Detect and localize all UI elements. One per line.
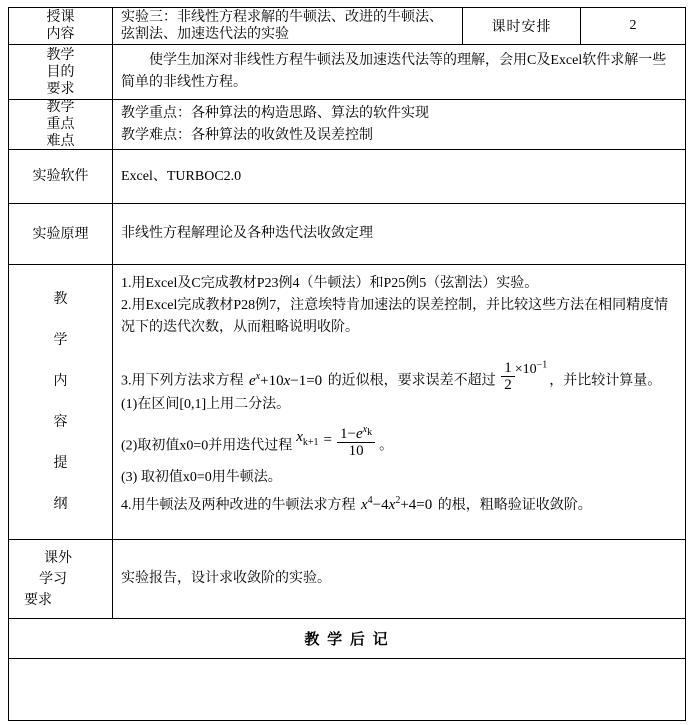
- row-keypoints: [9, 100, 685, 150]
- fraction: [501, 360, 515, 393]
- exponential-equation: [247, 370, 324, 389]
- course-content-label: [9, 8, 113, 44]
- outline-sub-1: (1)在区间[0,1]上用二分法。: [121, 396, 291, 412]
- row-outline: [9, 265, 685, 540]
- principle-cell: [113, 204, 685, 264]
- principle-label: 实验原理: [9, 204, 113, 264]
- label-line: 授课: [46, 10, 75, 25]
- software-cell: [113, 150, 685, 203]
- teaching-focus-text: 教学重点：各种算法的构造思路、算法的软件实现: [121, 105, 429, 121]
- math-term: [362, 423, 373, 438]
- keypoints-label: [9, 100, 113, 149]
- sub2-prefix: (2)取初值x0=0并用迭代过程: [121, 438, 293, 454]
- label-line: 内容: [46, 27, 75, 42]
- lesson-plan-table: [8, 7, 686, 721]
- item3-suffix: ，并比较计算量。: [549, 373, 662, 389]
- label-line: 重点: [46, 117, 75, 132]
- software-label: 实验软件: [9, 150, 113, 203]
- math-term: 4: [367, 494, 373, 506]
- math-term: −1: [536, 359, 548, 370]
- homework-text: 实验报告，设计求收敛阶的实验。: [121, 571, 331, 586]
- teaching-purpose-text: 使学生加深对非线性方程牛顿法及加速迭代法等的理解，会用C及Excel软件求解一些简单的非线性方程。: [121, 53, 667, 90]
- math-term: x: [388, 496, 396, 513]
- item4-suffix: 的根，粗略验证收敛阶。: [434, 497, 592, 513]
- math-term: x: [255, 370, 261, 382]
- outline-label: [9, 265, 113, 539]
- principle-text: 非线性方程解理论及各种迭代法收敛定理: [121, 226, 373, 241]
- row-principle: [9, 204, 685, 265]
- keypoints-cell: [113, 100, 685, 149]
- math-term: x: [361, 496, 368, 513]
- outline-item-4: [121, 489, 677, 518]
- power-of-ten: [514, 359, 548, 377]
- outline-sub-3: (3) 取初值x0=0用牛顿法。: [121, 469, 282, 485]
- equals-sign: =: [323, 432, 333, 449]
- label-line: 教学: [46, 100, 75, 115]
- course-title-cell: [113, 8, 463, 44]
- label-char: 学: [53, 333, 68, 348]
- homework-label: [9, 540, 113, 618]
- label-line: 难点: [46, 134, 75, 149]
- math-term: +10: [260, 372, 284, 389]
- math-term: x: [362, 423, 368, 435]
- item3-mid: 的近似根，要求误差不超过: [324, 373, 500, 389]
- half-times-ten-fraction: [501, 353, 547, 394]
- item3-prefix: 3.用下列方法求方程: [121, 373, 247, 389]
- item4-prefix: 4.用牛顿法及两种改进的牛顿法求方程: [121, 497, 359, 513]
- math-term: 2: [395, 494, 401, 506]
- class-hours-value: 2: [629, 18, 637, 33]
- math-term: 1: [501, 360, 515, 377]
- row-homework: [9, 540, 685, 619]
- outline-item-1: 1.用Excel及C完成教材P23例4（牛顿法）和P25例5（弦割法）实验。: [121, 276, 539, 291]
- row-course-content: [9, 8, 685, 45]
- quartic-equation: [359, 494, 434, 513]
- homework-cell: [113, 540, 685, 618]
- math-term: e: [355, 425, 363, 442]
- outline-item-3: [121, 353, 677, 394]
- fraction-denominator: 10: [348, 442, 364, 459]
- math-term: 1−: [340, 425, 356, 442]
- label-char: 内: [53, 374, 68, 389]
- math-term: x: [296, 429, 303, 446]
- math-term: 2: [504, 376, 512, 393]
- label-line: 要求: [46, 81, 75, 97]
- row-afternote-body: [9, 659, 685, 720]
- math-term: −1=0: [290, 372, 323, 389]
- fraction-numerator: [337, 422, 375, 443]
- label-char: 教: [53, 292, 68, 307]
- software-text: Excel、TURBOC2.0: [121, 168, 242, 184]
- row-afternote-header: [9, 619, 685, 659]
- label-char: 容: [53, 415, 68, 430]
- row-software: [9, 150, 685, 204]
- afternote-title: 教 学 后 记: [304, 632, 390, 648]
- outline-cell: [113, 265, 685, 539]
- outline-item-2: 2.用Excel完成教材P28例7，注意埃特肯加速法的误差控制，并比较这些方法在相同精度情况下的迭代次数，从而粗略说明收阶。: [121, 298, 669, 335]
- label-line: 教学: [46, 47, 75, 63]
- fraction: [337, 422, 375, 459]
- math-term: x: [283, 372, 291, 389]
- label-line: 课外: [44, 550, 72, 566]
- course-title-text: 实验三：非线性方程求解的牛顿法、改进的牛顿法、弦割法、加速迭代法的实验: [121, 10, 443, 42]
- iteration-formula: [296, 422, 375, 459]
- math-term: −4: [372, 496, 389, 513]
- class-hours-label: 课时安排: [463, 8, 581, 44]
- label-char: 提: [53, 456, 68, 471]
- afternote-empty-area: [9, 659, 685, 720]
- math-term: ×10: [514, 361, 537, 377]
- math-term: e: [249, 372, 256, 389]
- row-teaching-purpose: [9, 45, 685, 100]
- outline-sub-2: [121, 423, 677, 467]
- teaching-purpose-label: [9, 45, 113, 99]
- label-char: 纲: [53, 497, 68, 512]
- label-line: 目的: [46, 64, 75, 80]
- sub2-suffix: 。: [379, 438, 394, 454]
- label-line: 学习: [39, 571, 67, 587]
- teaching-purpose-cell: [113, 45, 685, 99]
- math-term: k+1: [302, 437, 319, 449]
- teaching-difficulty-text: 教学难点：各种算法的收敛性及误差控制: [121, 127, 373, 143]
- math-term: k: [367, 426, 373, 438]
- label-line: 要求: [24, 592, 52, 608]
- math-lhs: [296, 425, 318, 455]
- math-term: +4=0: [400, 496, 433, 513]
